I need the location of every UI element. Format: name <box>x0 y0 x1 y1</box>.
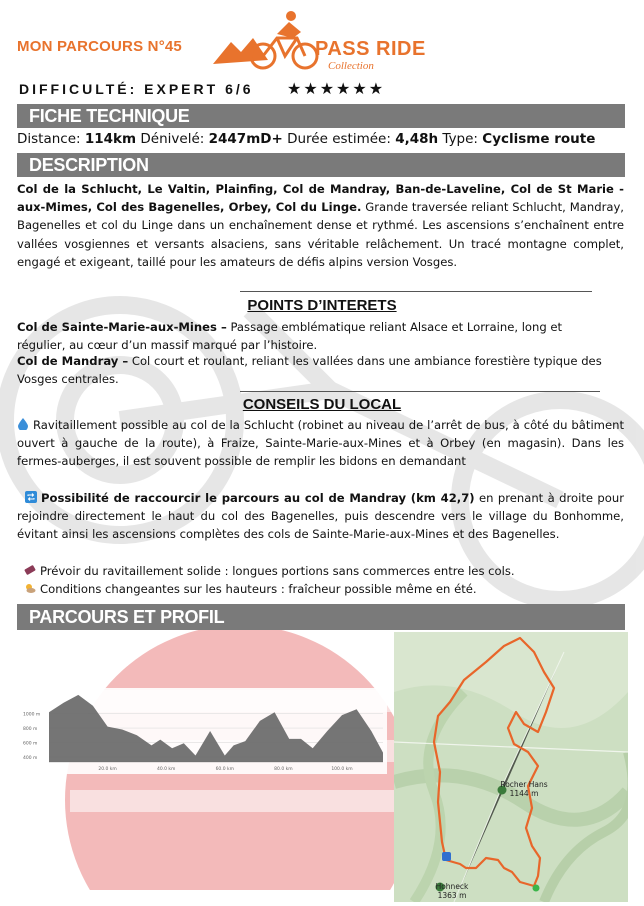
conseils-heading: CONSEILS DU LOCAL <box>242 396 402 413</box>
distance-label: Distance: <box>17 131 81 147</box>
type-value: Cyclisme route <box>482 131 596 147</box>
route-map[interactable] <box>394 632 628 902</box>
point-name: Col de Sainte-Marie-aux-Mines – <box>17 320 227 334</box>
point-item <box>17 353 607 388</box>
elevation-label: Dénivelé: <box>140 131 205 147</box>
technical-specs <box>17 131 627 147</box>
tip-food <box>24 562 631 580</box>
description-cols: Col de la Schlucht, Le Valtin, Plainfing, Col de Mandray, Ban-de-Laveline, Col de St Marie - aux-Mimes, Col des Bagenelles, Orbey, Col du Linge. <box>17 182 624 215</box>
tip-food-text: Prévoir du ravitaillement solide : longues portions sans commerces entre les cols. <box>40 564 515 578</box>
cyclist-mountain-icon <box>213 8 323 76</box>
point-item <box>17 319 607 354</box>
x-tick-label: 100.0 km <box>331 767 353 772</box>
x-tick-label: 60.0 km <box>215 767 235 772</box>
difficulty-stars: ★★★★★★ <box>287 79 386 98</box>
point-name: Col de Mandray – <box>17 354 129 368</box>
tip-shortcut <box>17 489 624 544</box>
elevation-value: 2447mD+ <box>208 131 283 147</box>
map-label-rocher-hans: Rocher Hans 1144 m <box>500 780 548 798</box>
weather-icon <box>24 582 36 594</box>
description-body: Grande traversée reliant Schlucht, Mandray, Bagenelles et col du Linge dans un enchaînement dense et rythmé. Les ascensions s’enchaînent entre vallées vosgiennes et versants alsaciens, sans véritable relâchement. Un tracé montagne complet, engagé et exigeant, taillé pour les amateurs de défis alpins version Vosges. <box>17 200 624 269</box>
y-tick-label: 800 m <box>23 727 38 733</box>
y-tick-label: 1000 m <box>23 712 41 718</box>
duration-label: Durée estimée: <box>287 131 391 147</box>
x-tick-label: 20.0 km <box>98 767 117 772</box>
duration-value: 4,48h <box>395 131 439 147</box>
divider <box>240 391 600 392</box>
water-drop-icon <box>17 418 29 430</box>
divider <box>240 291 592 292</box>
elevation-profile-chart <box>21 688 387 774</box>
tip-weather-text: Conditions changeantes sur les hauteurs : fraîcheur possible même en été. <box>40 582 477 596</box>
brand-subtitle: Collection <box>328 60 374 72</box>
map-terrain <box>394 632 628 902</box>
repeat-icon <box>25 491 37 503</box>
map-label-hohneck: Hohneck 1363 m <box>435 882 469 900</box>
tip-water <box>17 416 624 471</box>
pass-ride-logo <box>213 8 463 76</box>
route-number-label: MON PARCOURS N°45 <box>17 38 182 55</box>
section-description: DESCRIPTION <box>17 153 625 177</box>
tip-shortcut-text: en prenant à droite pour rejoindre directement le haut du col des Bagenelles, puis descendre vers le village du Bonhomme, évitant ainsi les ascensions complètes des cols de Sainte-Marie-aux-Mines et des Bagenelles. <box>17 491 625 542</box>
tip-shortcut-bold: Possibilité de raccourcir le parcours au col de Mandray (km 42,7) <box>41 491 475 505</box>
x-tick-label: 80.0 km <box>274 767 293 772</box>
points-interets-heading: POINTS D’INTERETS <box>247 297 397 314</box>
difficulty-label: DIFFICULTÉ: EXPERT 6/6 <box>19 81 254 97</box>
y-tick-label: 400 m <box>23 755 38 761</box>
point-text: Col court et roulant, reliant les vallées dans une ambiance forestière typique des Vosges centrales. <box>17 354 602 386</box>
type-label: Type: <box>442 131 478 147</box>
x-tick-label: 40.0 km <box>156 767 176 772</box>
distance-value: 114km <box>84 131 137 147</box>
energy-bar-icon <box>24 564 36 576</box>
brand-name: PASS RIDE <box>315 38 426 60</box>
point-text: Passage emblématique reliant Alsace et Lorraine, long et régulier, au cœur d’un massif marqué par l’histoire. <box>17 320 563 352</box>
tip-water-text: Ravitaillement possible au col de la Schlucht (robinet au niveau de l’arrêt de bus, à côté du bâtiment ouvert à gauche de la route), à Fraize, Sainte-Marie-aux-Mines et à Orbey (en magasin). Dans les fermes-auberges, il est souvent possible de remplir les bidons en demandant <box>17 418 624 469</box>
start-marker <box>533 885 540 892</box>
section-fiche-technique: FICHE TECHNIQUE <box>17 104 625 128</box>
description-text <box>17 180 624 271</box>
y-tick-label: 600 m <box>23 741 38 747</box>
section-parcours-profil: PARCOURS ET PROFIL <box>17 604 625 630</box>
bus-stop-icon <box>442 852 451 861</box>
tip-weather <box>24 580 631 598</box>
